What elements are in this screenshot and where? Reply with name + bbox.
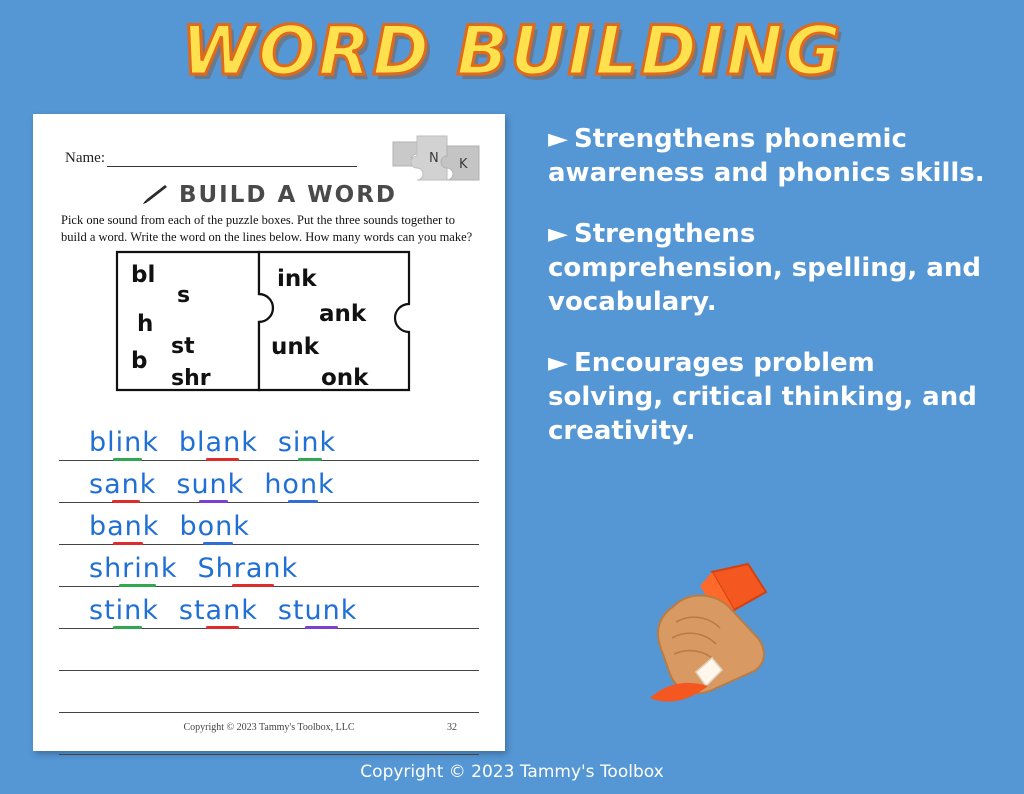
sound-ank: ank bbox=[319, 301, 367, 327]
answer-line[interactable] bbox=[59, 713, 479, 755]
answer-word: shrink bbox=[89, 553, 178, 584]
answer-word: stink bbox=[89, 595, 159, 626]
answer-word: sunk bbox=[176, 469, 244, 500]
worksheet-footer: Copyright © 2023 Tammy's Toolbox, LLC bbox=[183, 722, 355, 733]
worksheet-instructions: Pick one sound from each of the puzzle boxes. Put the three sounds together to build a word. Write the word on the lines below. How many words can you make? bbox=[61, 213, 473, 244]
answer-word: bonk bbox=[179, 511, 249, 542]
bullet-item bbox=[548, 122, 998, 191]
answer-line[interactable] bbox=[59, 419, 479, 461]
answer-word: sink bbox=[278, 427, 336, 458]
bullet-text: Strengthens comprehension, spelling, and vocabulary. bbox=[548, 218, 981, 318]
answer-line[interactable] bbox=[59, 629, 479, 671]
worksheet-heading-row bbox=[33, 182, 505, 208]
sound-shr: shr bbox=[171, 366, 211, 391]
answer-word: blink bbox=[89, 427, 159, 458]
sound-h: h bbox=[137, 311, 154, 337]
worksheet-heading: BUILD A WORD bbox=[178, 182, 398, 208]
page-title: WORD BUILDING bbox=[181, 12, 843, 91]
name-input-line[interactable] bbox=[107, 153, 357, 167]
handwriting-row bbox=[89, 553, 318, 584]
bullet-arrow-icon: ► bbox=[548, 124, 568, 154]
bullet-list bbox=[548, 122, 998, 475]
deco-letter-k: K bbox=[459, 157, 468, 172]
sound-s: s bbox=[177, 283, 191, 308]
worksheet-page-number: 32 bbox=[447, 722, 457, 733]
answer-line[interactable] bbox=[59, 671, 479, 713]
puzzle-area bbox=[33, 246, 505, 416]
sound-unk: unk bbox=[271, 334, 320, 360]
handwriting-row bbox=[89, 427, 356, 458]
answer-word: honk bbox=[264, 469, 334, 500]
bullet-arrow-icon: ► bbox=[548, 347, 568, 378]
bullet-item bbox=[548, 217, 998, 320]
handwriting-row bbox=[89, 511, 270, 542]
answer-line[interactable] bbox=[59, 587, 479, 629]
answer-lines bbox=[59, 419, 479, 755]
bullet-arrow-icon: ► bbox=[548, 218, 568, 249]
answer-word: Shrank bbox=[198, 553, 299, 584]
sound-b: b bbox=[131, 348, 148, 374]
sound-ink: ink bbox=[277, 266, 317, 292]
bullet-text: Encourages problem solving, critical thinking, and creativity. bbox=[548, 347, 977, 447]
slide-copyright: Copyright © 2023 Tammy's Toolbox bbox=[360, 762, 664, 782]
sound-bl: bl bbox=[131, 262, 156, 288]
answer-line[interactable] bbox=[59, 503, 479, 545]
answer-word: sank bbox=[89, 469, 156, 500]
bullet-text: Strengthens phonemic awareness and phonics skills. bbox=[548, 124, 985, 189]
worksheet-page bbox=[33, 114, 505, 751]
hand-with-marker-icon bbox=[612, 556, 812, 716]
answer-line[interactable] bbox=[59, 461, 479, 503]
handwriting-row bbox=[89, 595, 377, 626]
answer-word: stank bbox=[179, 595, 258, 626]
answer-word: stunk bbox=[278, 595, 358, 626]
answer-word: blank bbox=[179, 427, 258, 458]
name-field-row bbox=[65, 150, 357, 167]
handwriting-row bbox=[89, 469, 355, 500]
name-label: Name: bbox=[65, 150, 105, 166]
deco-letter-n: N bbox=[429, 151, 439, 166]
answer-line[interactable] bbox=[59, 545, 479, 587]
sound-st: st bbox=[171, 334, 195, 359]
sound-onk: onk bbox=[321, 365, 369, 391]
answer-word: bank bbox=[89, 511, 159, 542]
bullet-item bbox=[548, 346, 998, 449]
pencil-icon bbox=[141, 184, 171, 206]
